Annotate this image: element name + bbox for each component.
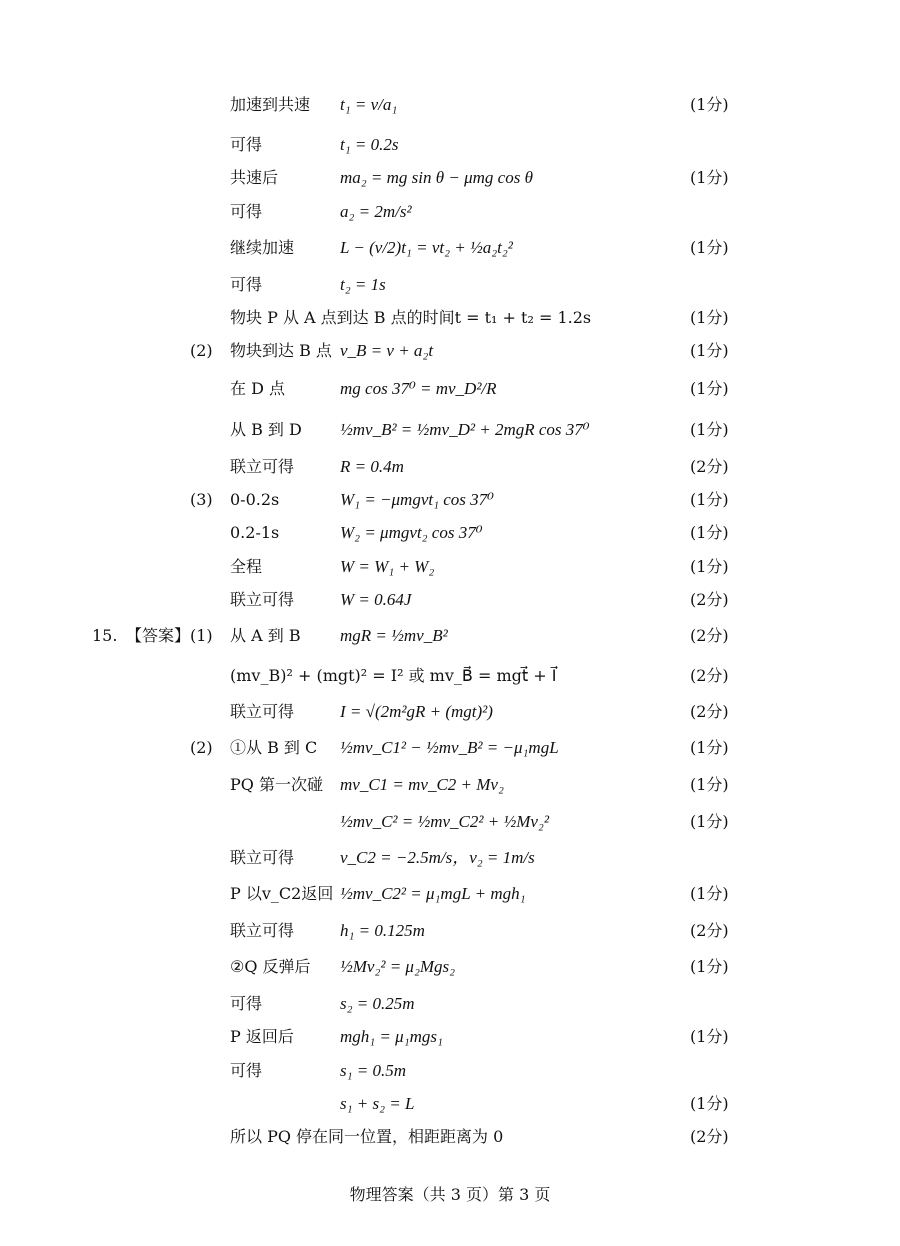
answer-line (0, 413, 900, 447)
step-label: 可得 (230, 994, 263, 1013)
step-label: 共速后 (230, 168, 279, 187)
step-label: ②Q 反弹后 (230, 957, 311, 976)
step-label: (mv_B)² + (mgt)² = I² 或 mv_B⃗ = mgt⃗ + I⃗ (230, 666, 557, 685)
equation: mv_C1 = mv_C2 + Mv₂ (340, 775, 504, 794)
score: (2分) (690, 590, 729, 609)
equation: t₂ = 1s (340, 275, 386, 294)
answer-line (0, 1020, 900, 1054)
score: (1分) (690, 1027, 729, 1046)
answer-line (0, 877, 900, 911)
score: (1分) (690, 738, 729, 757)
step-label: 物块到达 B 点 (230, 341, 332, 360)
equation: h₁ = 0.125m (340, 921, 425, 940)
score: (1分) (690, 168, 729, 187)
score: (2分) (690, 702, 729, 721)
answer-line (0, 841, 900, 875)
score: (1分) (690, 490, 729, 509)
score: (1分) (690, 884, 729, 903)
answer-line (0, 128, 900, 162)
answer-line (0, 914, 900, 948)
equation: ma₂ = mg sin θ − μmg cos θ (340, 168, 533, 187)
part-number: (2) (190, 341, 213, 360)
answer-line (0, 301, 900, 335)
answer-line (0, 483, 900, 517)
score: (1分) (690, 812, 729, 831)
equation: t₁ = 0.2s (340, 135, 399, 154)
part-number: (2) (190, 738, 213, 757)
answer-line (0, 659, 900, 693)
answer-line (0, 161, 900, 195)
answer-line (0, 950, 900, 984)
equation: W = W₁ + W₂ (340, 557, 435, 576)
equation: s₂ = 0.25m (340, 994, 415, 1013)
answer-line (0, 768, 900, 802)
step-label: 在 D 点 (230, 379, 286, 398)
step-label: 所以 PQ 停在同一位置，相距距离为 0 (230, 1127, 504, 1146)
equation: ½mv_B² = ½mv_D² + 2mgR cos 37⁰ (340, 420, 590, 439)
answer-line (0, 268, 900, 302)
step-label: 联立可得 (230, 848, 295, 867)
answer-line (0, 1087, 900, 1121)
equation: v_C2 = −2.5m/s，v₂ = 1m/s (340, 848, 535, 867)
answer-line (0, 450, 900, 484)
step-label: P 以v_C2返回 (230, 884, 334, 903)
step-label: P 返回后 (230, 1027, 294, 1046)
equation: a₂ = 2m/s² (340, 202, 412, 221)
score: (1分) (690, 238, 729, 257)
step-label: PQ 第一次碰 (230, 775, 323, 794)
equation: v_B = v + a₂t (340, 341, 434, 360)
equation: t₁ = v/a₁ (340, 95, 398, 114)
step-label: 0-0.2s (230, 490, 280, 509)
answer-line (0, 334, 900, 368)
step-label: 联立可得 (230, 457, 295, 476)
answer-line (0, 805, 900, 839)
part-number: (1) (190, 626, 213, 645)
step-label: 继续加速 (230, 238, 295, 257)
answer-line (0, 695, 900, 729)
equation: mg cos 37⁰ = mv_D²/R (340, 379, 497, 398)
step-label: 从 A 到 B (230, 626, 301, 645)
score: (1分) (690, 1094, 729, 1113)
equation: mgh₁ = μ₁mgs₁ (340, 1027, 443, 1046)
equation: s₁ = 0.5m (340, 1061, 407, 1080)
answer-line (0, 583, 900, 617)
answer-line (0, 372, 900, 406)
equation: mgR = ½mv_B² (340, 626, 448, 645)
step-label: 全程 (230, 557, 263, 576)
step-label: 可得 (230, 275, 263, 294)
step-label: ①从 B 到 C (230, 738, 318, 757)
answer-line (0, 195, 900, 229)
score: (2分) (690, 626, 729, 645)
score: (2分) (690, 1127, 729, 1146)
step-label: 物块 P 从 A 点到达 B 点的时间t = t₁ + t₂ = 1.2s (230, 308, 592, 327)
equation: ½mv_C1² − ½mv_B² = −μ₁mgL (340, 738, 559, 757)
score: (1分) (690, 420, 729, 439)
score: (2分) (690, 921, 729, 940)
answer-line (0, 987, 900, 1021)
equation: ½mv_C2² = μ₁mgL + mgh₁ (340, 884, 526, 903)
score: (1分) (690, 341, 729, 360)
equation: W = 0.64J (340, 590, 412, 609)
equation: I = √(2m²gR + (mgt)²) (340, 702, 493, 721)
step-label: 可得 (230, 202, 263, 221)
step-label: 联立可得 (230, 590, 295, 609)
page-footer: 物理答案（共 3 页）第 3 页 (349, 1185, 551, 1204)
answer-line (0, 619, 900, 653)
equation: W₂ = μmgvt₂ cos 37⁰ (340, 523, 483, 542)
answer-line (0, 1054, 900, 1088)
score: (1分) (690, 523, 729, 542)
score: (2分) (690, 666, 729, 685)
question-number: 15. (92, 626, 118, 645)
part-number: (3) (190, 490, 213, 509)
step-label: 加速到共速 (230, 95, 311, 114)
answer-line (0, 516, 900, 550)
answer-marker: 【答案】 (126, 626, 191, 645)
equation: W₁ = −μmgvt₁ cos 37⁰ (340, 490, 494, 509)
answer-line (0, 231, 900, 265)
step-label: 可得 (230, 135, 263, 154)
score: (1分) (690, 308, 729, 327)
step-label: 0.2-1s (230, 523, 280, 542)
answer-line (0, 550, 900, 584)
step-label: 从 B 到 D (230, 420, 302, 439)
step-label: 联立可得 (230, 702, 295, 721)
answer-line (0, 731, 900, 765)
score: (1分) (690, 557, 729, 576)
score: (1分) (690, 379, 729, 398)
answer-line (0, 88, 900, 122)
equation: ½Mv₂² = μ₂Mgs₂ (340, 957, 456, 976)
answer-line (0, 1120, 900, 1154)
score: (1分) (690, 95, 729, 114)
equation: s₁ + s₂ = L (340, 1094, 415, 1113)
equation: ½mv_C² = ½mv_C2² + ½Mv₂² (340, 812, 549, 831)
score: (1分) (690, 957, 729, 976)
equation: R = 0.4m (340, 457, 404, 476)
score: (1分) (690, 775, 729, 794)
score: (2分) (690, 457, 729, 476)
step-label: 联立可得 (230, 921, 295, 940)
equation: L − (v/2)t₁ = vt₂ + ½a₂t₂² (340, 238, 513, 257)
step-label: 可得 (230, 1061, 263, 1080)
